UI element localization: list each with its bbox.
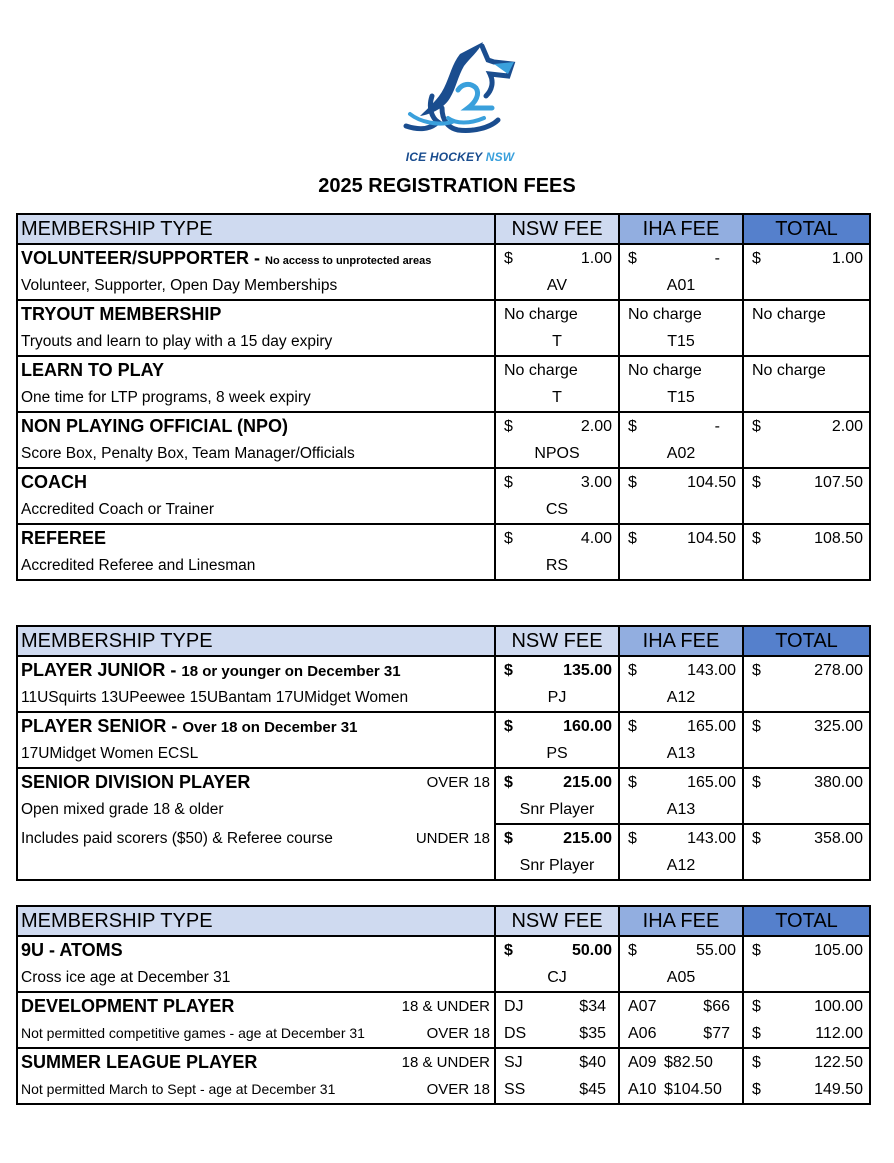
membership-desc: Score Box, Penalty Box, Team Manager/Officials	[21, 445, 355, 462]
fees-table-general	[16, 213, 871, 581]
nsw-code: PS	[546, 745, 568, 762]
iha-fee: $ 143.00	[628, 662, 736, 679]
membership-title: REFEREE	[21, 528, 107, 548]
iha-fee: $ -	[628, 250, 720, 267]
page-title: 2025 REGISTRATION FEES	[318, 175, 576, 197]
membership-title: PLAYER SENIOR - Over 18 on December 31	[21, 716, 358, 736]
table-row	[17, 244, 870, 300]
header-total: TOTAL	[743, 626, 870, 656]
membership-desc: Not permitted March to Sept - age at December 31 OVER 18	[18, 1076, 494, 1103]
membership-desc: 17UMidget Women ECSL	[21, 745, 199, 762]
membership-desc: Accredited Referee and Linesman	[21, 557, 256, 574]
age-tag: OVER 18	[426, 1081, 490, 1098]
header-nsw-fee: NSW FEE	[495, 906, 619, 936]
header-membership-type: MEMBERSHIP TYPE	[17, 906, 495, 936]
nsw-code: RS	[545, 557, 569, 574]
total-fee: $ 325.00	[752, 718, 863, 735]
table-row	[17, 1048, 870, 1104]
table-row	[17, 412, 870, 468]
fees-table-junior-programs	[16, 905, 871, 1105]
nsw-fee: $ 135.00	[504, 662, 612, 679]
header-iha-fee: IHA FEE	[619, 626, 743, 656]
age-tag: 18 & UNDER	[401, 1054, 490, 1071]
nsw-fee: $ 2.00	[504, 418, 612, 435]
membership-title: DEVELOPMENT PLAYER 18 & UNDER	[18, 993, 494, 1020]
iha-code: A13	[666, 801, 696, 818]
nsw-fee: DJ $34	[504, 998, 606, 1015]
nsw-fee: $ 160.00	[504, 718, 612, 735]
membership-title: VOLUNTEER/SUPPORTER - No access to unprotected areas	[21, 248, 432, 268]
age-tag: OVER 18	[426, 774, 490, 791]
iha-fee: No charge	[628, 362, 702, 379]
iha-code: A01	[666, 277, 696, 294]
fees-table-players	[16, 625, 871, 881]
header-nsw-fee: NSW FEE	[495, 214, 619, 244]
membership-desc: Not permitted competitive games - age at December 31 OVER 18	[18, 1020, 494, 1047]
iha-fee: A07 $66	[628, 998, 730, 1015]
table-row	[17, 992, 870, 1048]
total-fee: $ 100.00	[752, 998, 863, 1015]
iha-code: A12	[666, 689, 696, 706]
nsw-code: Snr Player	[519, 857, 595, 874]
nsw-code: Snr Player	[519, 801, 595, 818]
header-membership-type: MEMBERSHIP TYPE	[17, 626, 495, 656]
logo-wordmark: ICE HOCKEY NSW	[405, 150, 515, 164]
membership-title: PLAYER JUNIOR - 18 or younger on December 31	[21, 660, 401, 680]
nsw-fee: No charge	[504, 306, 578, 323]
nsw-fee: $ 4.00	[504, 530, 612, 547]
nsw-fee: $ 215.00	[504, 830, 612, 847]
header-iha-fee: IHA FEE	[619, 906, 743, 936]
total-fee: $ 108.50	[752, 530, 863, 547]
ice-hockey-nsw-logo	[398, 38, 522, 170]
membership-desc: Tryouts and learn to play with a 15 day expiry	[21, 333, 333, 350]
iha-fee: A09 $82.50	[628, 1054, 713, 1071]
table-row	[17, 356, 870, 412]
membership-desc: One time for LTP programs, 8 week expiry	[21, 389, 311, 406]
age-tag: OVER 18	[426, 1025, 490, 1042]
iha-fee: $ 165.00	[628, 774, 736, 791]
membership-title: SENIOR DIVISION PLAYER OVER 18	[18, 769, 494, 796]
header-membership-type: MEMBERSHIP TYPE	[17, 214, 495, 244]
iha-code: T15	[667, 333, 695, 350]
membership-desc: Includes paid scorers ($50) & Referee course UNDER 18	[18, 825, 494, 852]
iha-fee: $ 104.50	[628, 530, 736, 547]
nsw-fee: SJ $40	[504, 1054, 606, 1071]
nsw-code: CJ	[547, 969, 567, 986]
iha-code: A12	[666, 857, 696, 874]
nsw-fee: $ 50.00	[504, 942, 612, 959]
membership-title: 9U - ATOMS	[21, 940, 123, 960]
total-fee: $ 358.00	[752, 830, 863, 847]
iha-fee: A10 $104.50	[628, 1081, 722, 1098]
nsw-fee: No charge	[504, 362, 578, 379]
membership-desc: Cross ice age at December 31	[21, 969, 231, 986]
total-fee: $ 105.00	[752, 942, 863, 959]
table-header-row	[17, 214, 870, 244]
nsw-fee: $ 3.00	[504, 474, 612, 491]
total-fee: $ 107.50	[752, 474, 863, 491]
membership-desc: Volunteer, Supporter, Open Day Memberships	[21, 277, 338, 294]
nsw-code: T	[552, 333, 562, 350]
total-fee: $ 380.00	[752, 774, 863, 791]
iha-fee: $ 55.00	[628, 942, 736, 959]
table-row	[17, 524, 870, 580]
header-iha-fee: IHA FEE	[619, 214, 743, 244]
total-fee: $ 149.50	[752, 1081, 863, 1098]
iha-fee: $ 165.00	[628, 718, 736, 735]
membership-desc: Open mixed grade 18 & older	[21, 801, 224, 818]
membership-title: TRYOUT MEMBERSHIP	[21, 304, 222, 324]
iha-code: A13	[666, 745, 696, 762]
membership-title: NON PLAYING OFFICIAL (NPO)	[21, 416, 289, 436]
table-row	[17, 656, 870, 712]
table-header-row	[17, 626, 870, 656]
table-row	[17, 768, 870, 824]
iha-code: A05	[666, 969, 696, 986]
total-fee: $ 278.00	[752, 662, 863, 679]
seahorse-logo-icon	[398, 38, 522, 150]
membership-desc: Accredited Coach or Trainer	[21, 501, 214, 518]
total-fee: No charge	[752, 362, 826, 379]
nsw-fee: SS $45	[504, 1081, 606, 1098]
header-nsw-fee: NSW FEE	[495, 626, 619, 656]
table-row	[17, 468, 870, 524]
iha-fee: A06 $77	[628, 1025, 730, 1042]
membership-title: COACH	[21, 472, 87, 492]
nsw-code: NPOS	[534, 445, 580, 462]
header-total: TOTAL	[743, 214, 870, 244]
iha-code: T15	[667, 389, 695, 406]
nsw-fee: $ 1.00	[504, 250, 612, 267]
iha-fee: No charge	[628, 306, 702, 323]
nsw-code: PJ	[547, 689, 567, 706]
iha-code: A02	[666, 445, 696, 462]
table-row	[17, 300, 870, 356]
nsw-fee: $ 215.00	[504, 774, 612, 791]
age-tag: UNDER 18	[415, 830, 490, 847]
nsw-code: AV	[546, 277, 568, 294]
membership-title: SUMMER LEAGUE PLAYER 18 & UNDER	[18, 1049, 494, 1076]
age-tag: 18 & UNDER	[401, 998, 490, 1015]
membership-desc: 11USquirts 13UPeewee 15UBantam 17UMidget Women	[21, 689, 409, 706]
table-header-row	[17, 906, 870, 936]
nsw-fee: DS $35	[504, 1025, 606, 1042]
table-row	[17, 712, 870, 768]
total-fee: $ 112.00	[752, 1025, 863, 1042]
total-fee: $ 2.00	[752, 418, 863, 435]
total-fee: $ 1.00	[752, 250, 863, 267]
total-fee: $ 122.50	[752, 1054, 863, 1071]
header-total: TOTAL	[743, 906, 870, 936]
iha-fee: $ -	[628, 418, 720, 435]
iha-fee: $ 143.00	[628, 830, 736, 847]
total-fee: No charge	[752, 306, 826, 323]
nsw-code: T	[552, 389, 562, 406]
iha-fee: $ 104.50	[628, 474, 736, 491]
membership-title: LEARN TO PLAY	[21, 360, 165, 380]
nsw-code: CS	[545, 501, 569, 518]
table-row	[17, 936, 870, 992]
